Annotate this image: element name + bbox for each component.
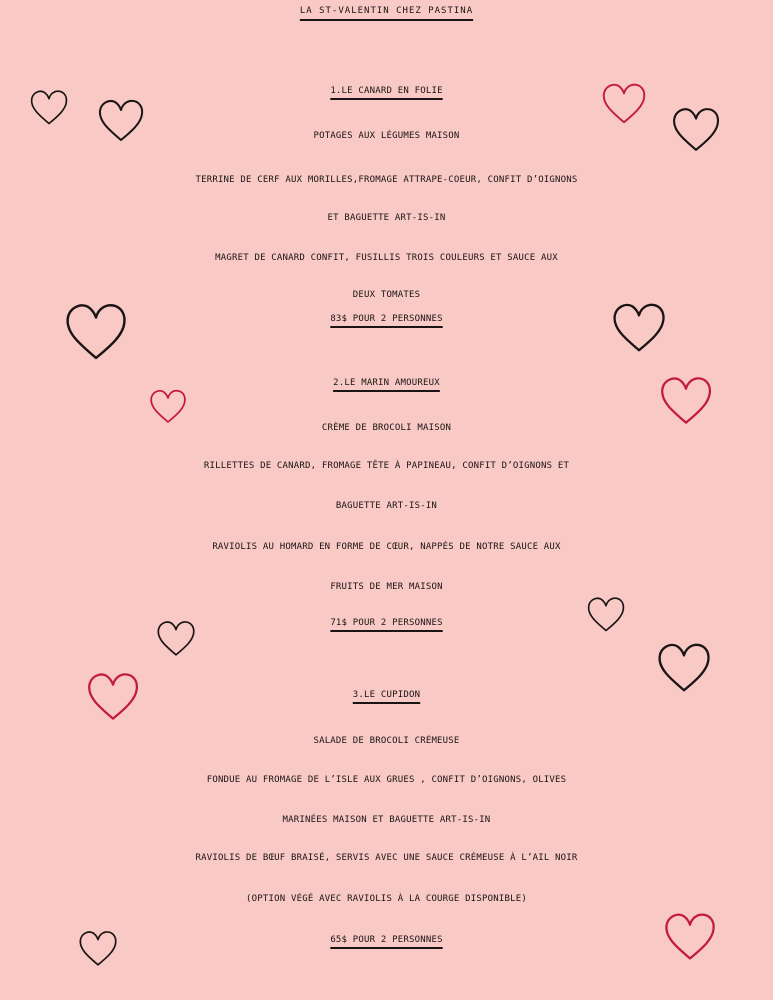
menu-3-item: MARINÉES MAISON ET BAGUETTE ART-IS-IN	[282, 815, 491, 825]
heart-icon	[657, 374, 715, 426]
menu-1-item: TERRINE DE CERF AUX MORILLES,FROMAGE ATTRAPE-COEUR, CONFIT D’OIGNONS	[195, 175, 578, 185]
menu-3-item: RAVIOLIS DE BŒUF BRAISÉ, SERVIS AVEC UNE SAUCE CRÉMEUSE À L’AIL NOIR	[195, 853, 578, 863]
menu-2-item: FRUITS DE MER MAISON	[330, 582, 443, 592]
heart-icon	[62, 300, 130, 362]
heart-icon	[655, 640, 713, 694]
heart-icon	[77, 928, 119, 968]
menu-3-price: 65$ POUR 2 PERSONNES	[330, 935, 443, 945]
menu-3-title: 3.LE CUPIDON	[352, 690, 421, 700]
menu-1-item: MAGRET DE CANARD CONFIT, FUSILLIS TROIS COULEURS ET SAUCE AUX	[215, 253, 558, 263]
heart-icon	[662, 910, 718, 962]
page-title: LA ST-VALENTIN CHEZ PASTINA	[299, 6, 474, 16]
heart-icon	[600, 80, 648, 126]
heart-icon	[95, 97, 147, 143]
heart-icon	[585, 595, 627, 633]
heart-icon	[610, 300, 668, 354]
menu-3-item: (OPTION VÉGÉ AVEC RAVIOLIS À LA COURGE DISPONIBLE)	[246, 894, 527, 904]
menu-2-item: RAVIOLIS AU HOMARD EN FORME DE CŒUR, NAPPÉS DE NOTRE SAUCE AUX	[212, 542, 561, 552]
menu-2-item: CRÈME DE BROCOLI MAISON	[321, 423, 452, 433]
menu-3-item: FONDUE AU FROMAGE DE L’ISLE AUX GRUES , CONFIT D’OIGNONS, OLIVES	[206, 775, 567, 785]
heart-icon	[155, 618, 197, 658]
menu-2-item: BAGUETTE ART-IS-IN	[335, 501, 438, 511]
heart-icon	[148, 387, 188, 425]
menu-1-title: 1.LE CANARD EN FOLIE	[330, 86, 443, 96]
menu-2-title: 2.LE MARIN AMOUREUX	[333, 378, 440, 388]
menu-1-price: 83$ POUR 2 PERSONNES	[330, 314, 443, 324]
menu-2-price: 71$ POUR 2 PERSONNES	[330, 618, 443, 628]
menu-1-item: POTAGES AUX LÉGUMES MAISON	[313, 131, 460, 141]
heart-icon	[84, 670, 142, 722]
heart-icon	[28, 88, 70, 126]
menu-3-item: SALADE DE BROCOLI CRÉMEUSE	[313, 736, 460, 746]
menu-1-item: DEUX TOMATES	[352, 290, 421, 300]
heart-icon	[670, 105, 722, 153]
menu-1-item: ET BAGUETTE ART-IS-IN	[327, 213, 446, 223]
menu-2-item: RILLETTES DE CANARD, FROMAGE TÊTE À PAPINEAU, CONFIT D’OIGNONS ET	[203, 461, 570, 471]
